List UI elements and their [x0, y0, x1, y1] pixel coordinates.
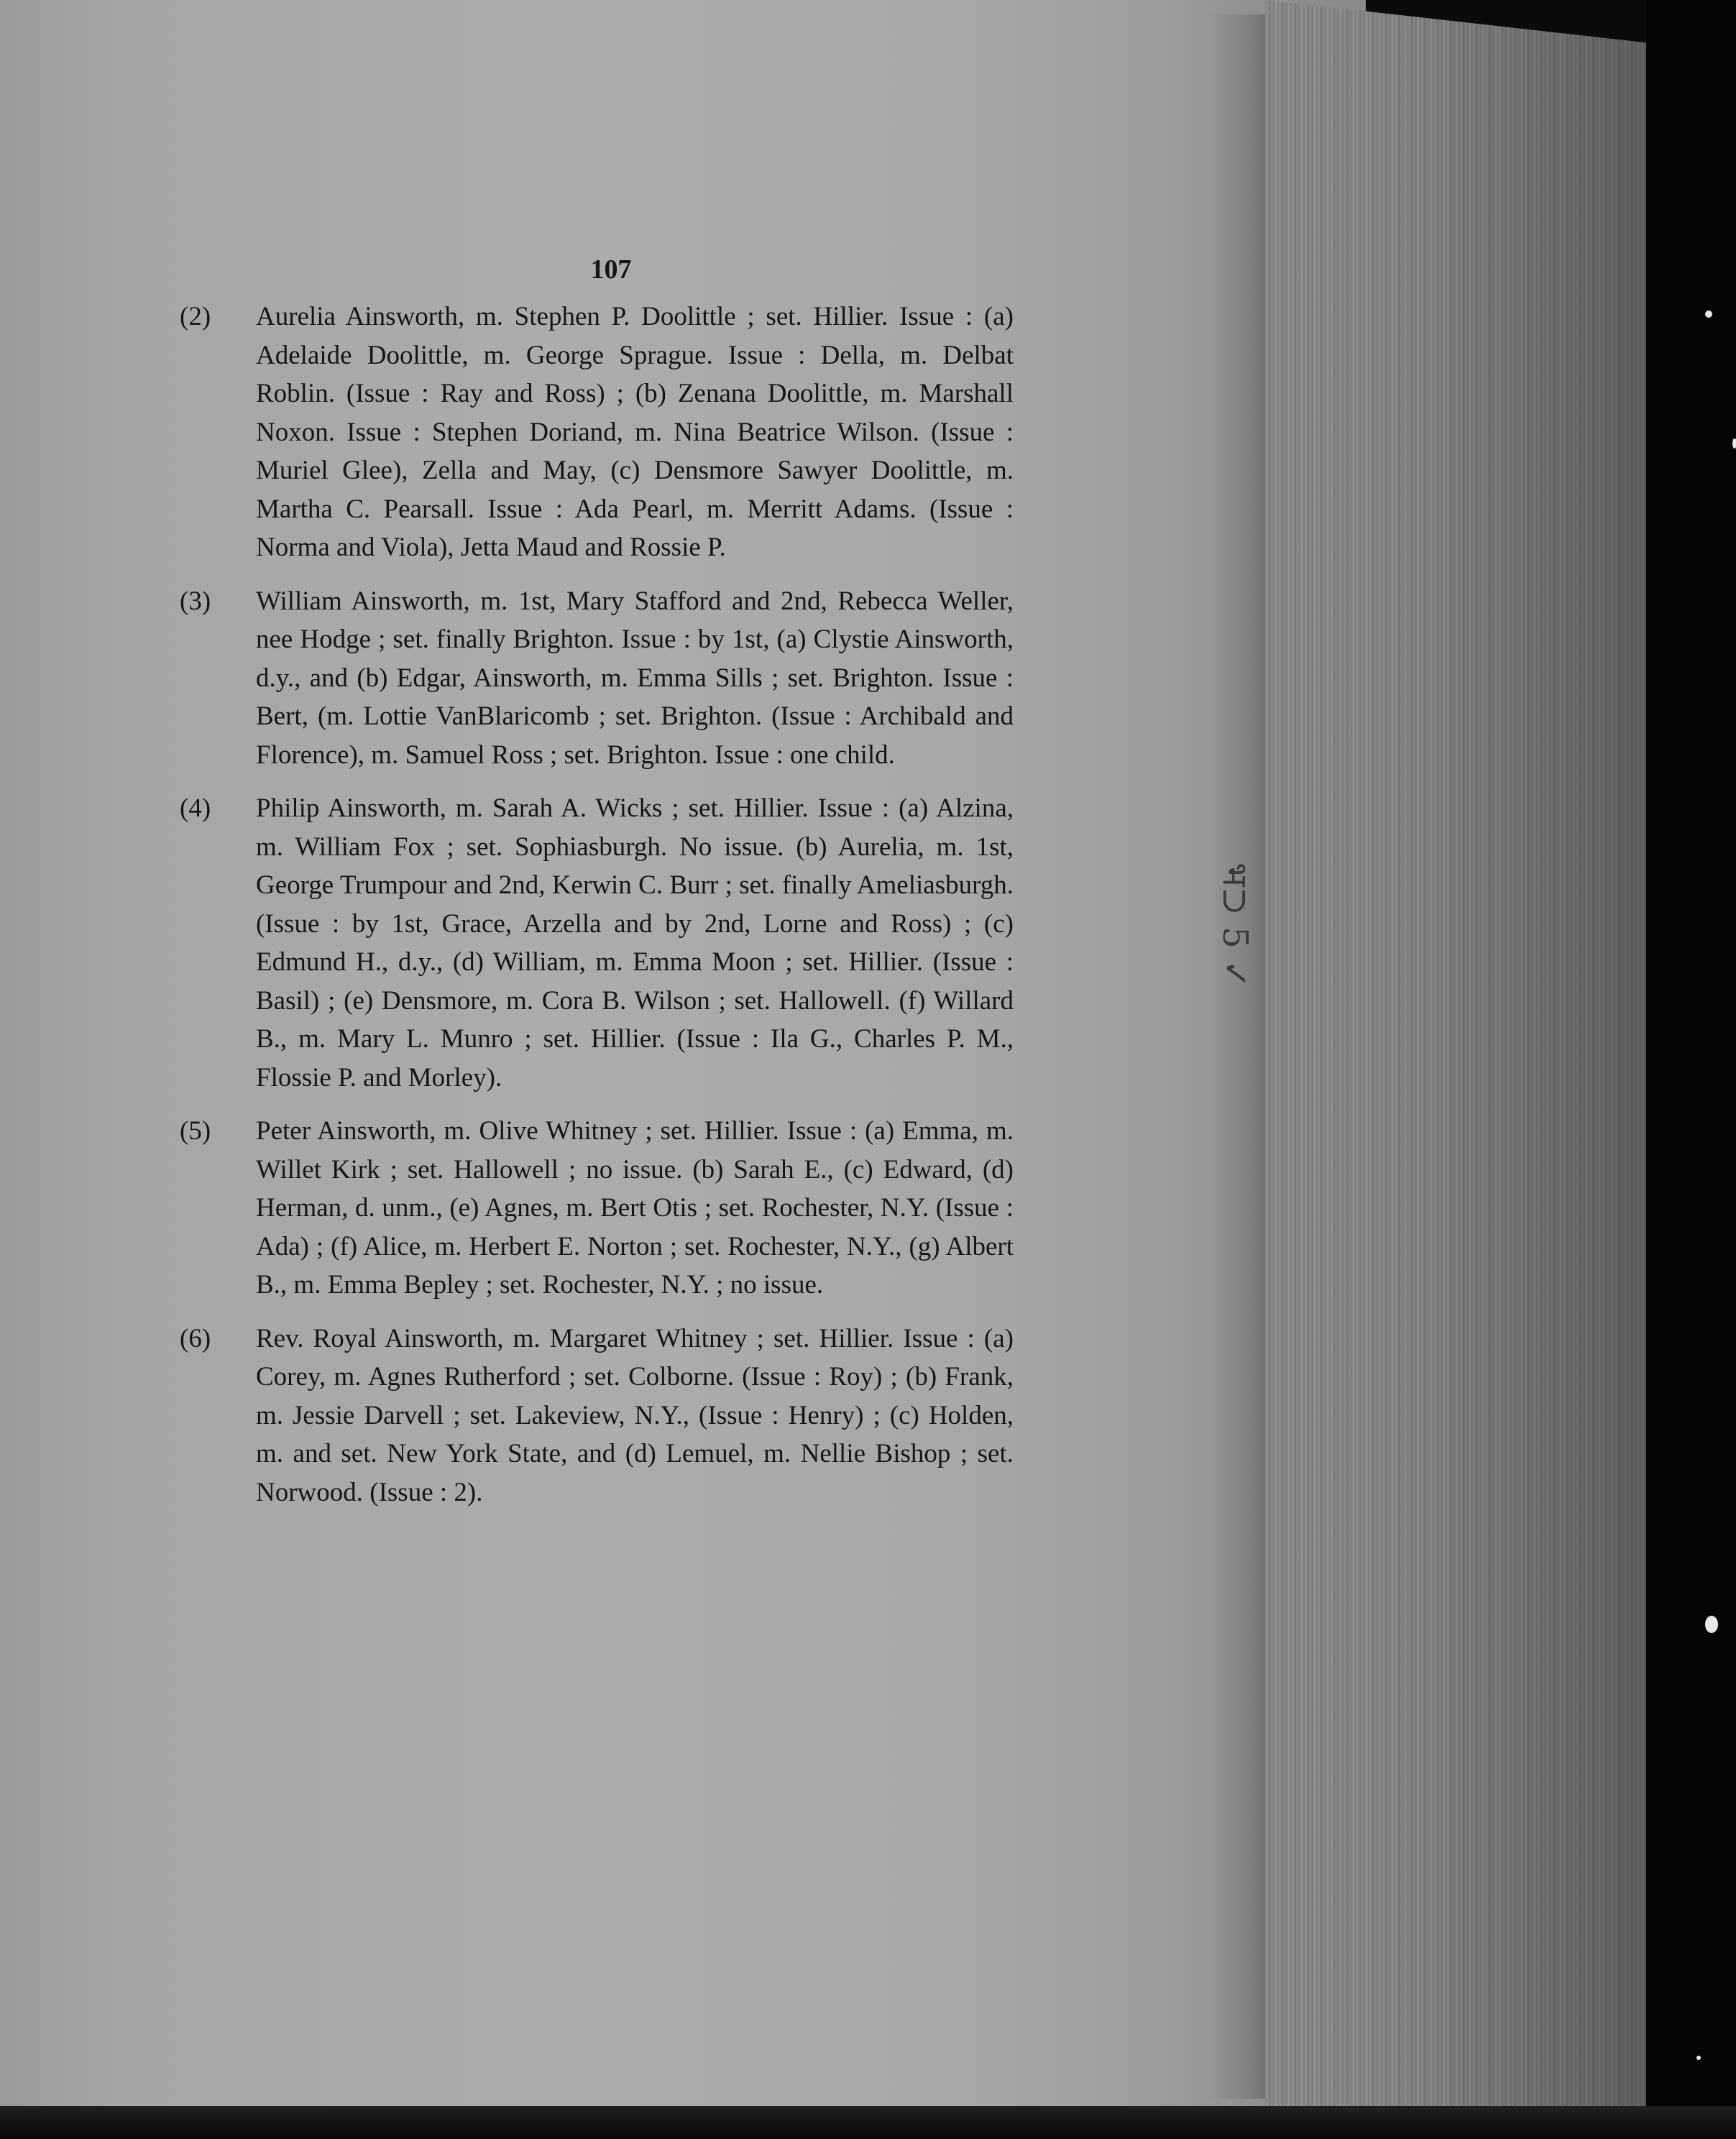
genealogy-entry	[180, 298, 1014, 567]
page-number: 107	[590, 254, 632, 285]
entry-number: (4)	[180, 794, 211, 823]
dust-speck	[1732, 438, 1736, 448]
dust-speck	[1705, 1616, 1718, 1633]
page-text	[180, 252, 1014, 1527]
genealogy-entry	[180, 789, 1014, 1097]
entry-text: Rev. Royal Ainsworth, m. Margaret Whitney ; set. Hillier. Issue : (a) Corey, m. Agnes Rutherford ; set. Colborne. (Issue : Roy) ; (b) Frank, m. Jessie Darvell ; set. Lakeview, N.Y., (Issue : Henry) ; (c) Holden, m. and set. New York State, and (d) Lemuel, m. Nellie Bishop ; set. Norwood. (Issue : 2).	[256, 1323, 1014, 1507]
entry-number: (2)	[180, 302, 211, 331]
entry-text: Aurelia Ainsworth, m. Stephen P. Doolittle ; set. Hillier. Issue : (a) Adelaide Doolittle, m. George Sprague. Issue : Della, m. Delbat Roblin. (Issue : Ray and Ross) ; (b) Zenana Doolittle, m. Marshall Noxon. Issue : Stephen Doriand, m. Nina Beatrice Wilson. (Issue : Muriel Glee), Zella and May, (c) Densmore Sawyer Doolittle, m. Martha C. Pearsall. Issue : Ada Pearl, m. Merritt Adams. (Issue : Norma and Viola), Jetta Maud and Rossie P.	[256, 302, 1014, 562]
dust-speck	[1705, 310, 1712, 318]
page-edges-shade	[1265, 0, 1646, 2139]
genealogy-entry	[180, 1320, 1014, 1512]
genealogy-entry	[180, 1112, 1014, 1305]
margin-pencil-mark	[1213, 862, 1257, 906]
entry-text: William Ainsworth, m. 1st, Mary Stafford and 2nd, Rebecca Weller, nee Hodge ; set. finally Brighton. Issue : by 1st, (a) Clystie Ainsworth, d.y., and (b) Edgar, Ainsworth, m. Emma Sills ; set. Brighton. Issue : Bert, (m. Lottie VanBlaricomb ; set. Brighton. (Issue : Archibald and Florence), m. Samuel Ross ; set. Brighton. Issue : one child.	[256, 586, 1014, 770]
entry-number: (5)	[180, 1116, 211, 1146]
dust-speck	[1696, 2056, 1701, 2060]
entry-text: Philip Ainsworth, m. Sarah A. Wicks ; set. Hillier. Issue : (a) Alzina, m. William Fox ; set. Sophiasburgh. No issue. (b) Aurelia, m. 1st, George Trumpour and 2nd, Kerwin C. Burr ; set. finally Ameliasburgh. (Issue : by 1st, Grace, Arzella and by 2nd, Lorne and Ross) ; (c) Edmund H., d.y., (d) William, m. Emma Moon ; set. Hillier. (Issue : Basil) ; (e) Densmore, m. Cora B. Wilson ; set. Hallowell. (f) Willard B., m. Mary L. Munro ; set. Hillier. (Issue : Ila G., Charles P. M., Flossie P. and Morley).	[256, 794, 1014, 1092]
entry-text: Peter Ainsworth, m. Olive Whitney ; set. Hillier. Issue : (a) Emma, m. Willet Kirk ; set. Hallowell ; no issue. (b) Sarah E., (c) Edward, (d) Herman, d. unm., (e) Agnes, m. Bert Otis ; set. Rochester, N.Y. (Issue : Ada) ; (f) Alice, m. Herbert E. Norton ; set. Rochester, N.Y., (g) Albert B., m. Emma Bepley ; set. Rochester, N.Y. ; no issue.	[256, 1116, 1014, 1300]
entry-number: (3)	[180, 586, 211, 616]
entry-number: (6)	[180, 1323, 211, 1353]
genealogy-entry	[180, 582, 1014, 775]
book-back-cover	[1646, 0, 1736, 2139]
bottom-shadow	[0, 2106, 1736, 2139]
